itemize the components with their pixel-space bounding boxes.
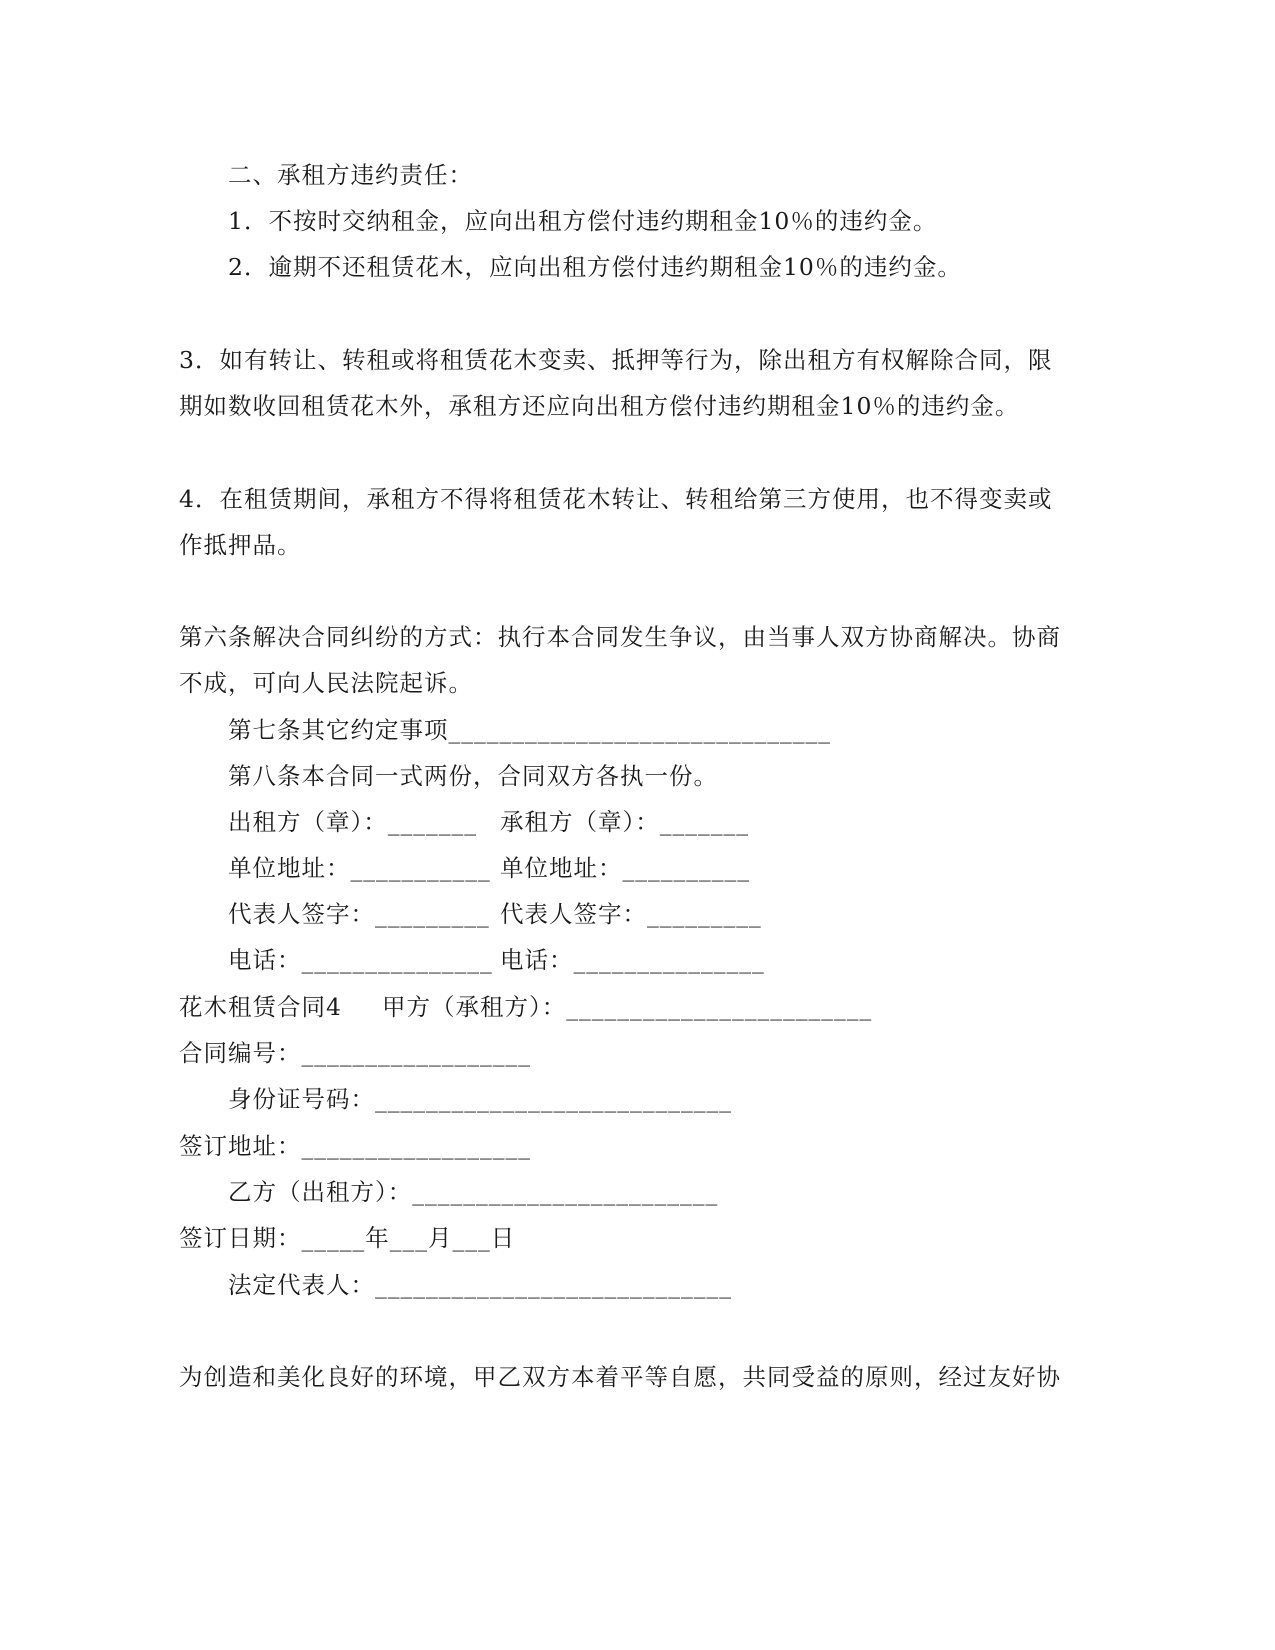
- legal-representative-field: 法定代表人：____________________________: [228, 1271, 732, 1299]
- breach-item-4-line-1: 4．在租赁期间，承租方不得将租赁花木转让、转租给第三方使用，也不得变卖或: [179, 485, 1053, 513]
- article-6-line-1: 第六条解决合同纠纷的方式：执行本合同发生争议，由当事人双方协商解决。协商: [179, 623, 1061, 651]
- representative-field-left: 代表人签字：_________: [228, 900, 490, 928]
- signing-address-field: 签订地址：__________________: [179, 1132, 531, 1160]
- article-8: 第八条本合同一式两份，合同双方各执一份。: [228, 762, 718, 790]
- id-number-field: 身份证号码：____________________________: [228, 1085, 732, 1113]
- lessor-seal-field: 出租方（章）：_______: [228, 808, 477, 836]
- address-field-right: 单位地址：__________: [500, 854, 750, 882]
- article-6-line-2: 不成，可向人民法院起诉。: [179, 669, 473, 697]
- lessee-seal-field: 承租方（章）：_______: [500, 808, 749, 836]
- contract-4-title: 花木租赁合同4: [179, 993, 342, 1021]
- preamble-paragraph: 为创造和美化良好的环境，甲乙双方本着平等自愿，共同受益的原则，经过友好协: [179, 1363, 1061, 1391]
- breach-item-4-line-2: 作抵押品。: [179, 531, 302, 559]
- signing-date-field: 签订日期：_____年___月___日: [179, 1224, 516, 1252]
- breach-heading: 二、承租方违约责任：: [228, 161, 473, 189]
- breach-item-2: 2．逾期不还租赁花木，应向出租方偿付违约期租金10％的违约金。: [228, 253, 962, 281]
- article-7: 第七条其它约定事项______________________________: [228, 716, 831, 744]
- phone-field-right: 电话：_______________: [500, 946, 765, 974]
- address-field-left: 单位地址：___________: [228, 854, 491, 882]
- party-b-field: 乙方（出租方）：________________________: [228, 1178, 719, 1206]
- contract-number-field: 合同编号：__________________: [179, 1039, 531, 1067]
- phone-field-left: 电话：_______________: [228, 946, 493, 974]
- breach-item-1: 1．不按时交纳租金，应向出租方偿付违约期租金10％的违约金。: [228, 207, 938, 235]
- breach-item-3-line-1: 3．如有转让、转租或将租赁花木变卖、抵押等行为，除出租方有权解除合同，限: [179, 346, 1053, 374]
- party-a-field: 甲方（承租方）：________________________: [382, 993, 873, 1021]
- representative-field-right: 代表人签字：_________: [500, 900, 762, 928]
- breach-item-3-line-2: 期如数收回租赁花木外，承租方还应向出租方偿付违约期租金10％的违约金。: [179, 392, 1020, 420]
